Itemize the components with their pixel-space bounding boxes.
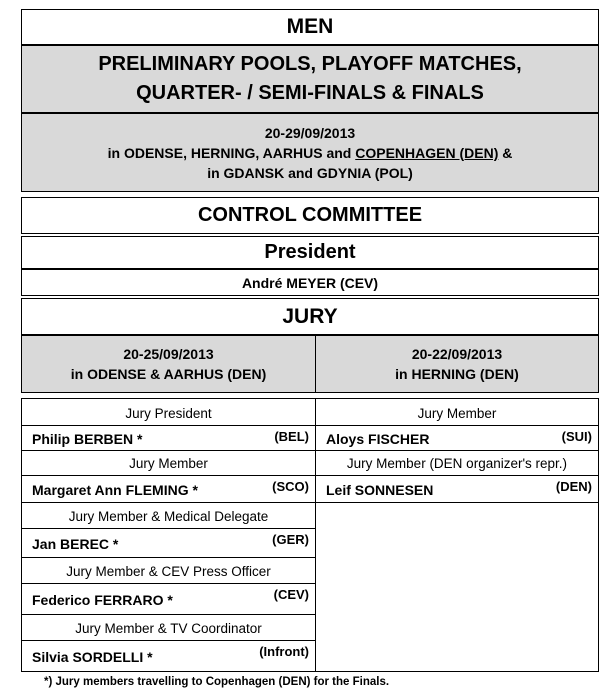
member-name: Silvia SORDELLI * bbox=[32, 648, 153, 665]
jury-role: Jury President bbox=[22, 402, 315, 426]
member-country: (BEL) bbox=[274, 429, 309, 444]
dates-venues-block bbox=[21, 113, 599, 192]
jury-role: Jury Member bbox=[22, 452, 315, 476]
jury-member-row bbox=[22, 477, 315, 503]
men-title: MEN bbox=[286, 15, 334, 38]
jury-right-empty-area bbox=[315, 502, 599, 672]
jury-left-place: in ODENSE & AARHUS (DEN) bbox=[70, 366, 267, 382]
jury-member-row bbox=[316, 477, 598, 502]
member-country: (SUI) bbox=[561, 429, 592, 444]
member-country: (GER) bbox=[272, 532, 309, 547]
member-name: Federico FERRARO * bbox=[32, 591, 173, 608]
president-label: President bbox=[264, 241, 356, 263]
jury-role: Jury Member bbox=[316, 402, 598, 426]
jury-left-column bbox=[21, 398, 316, 672]
member-country: (SCO) bbox=[272, 479, 309, 494]
jury-member-row bbox=[22, 530, 315, 558]
event-dates: 20-29/09/2013 bbox=[264, 124, 356, 141]
president-name: André MEYER (CEV) bbox=[241, 274, 379, 291]
footnote-text: *) Jury members travelling to Copenhagen (DEN) for the Finals. bbox=[44, 676, 390, 688]
men-header bbox=[21, 9, 599, 45]
member-name: Philip BERBEN * bbox=[32, 430, 143, 447]
member-country: (CEV) bbox=[273, 587, 309, 602]
president-name-cell bbox=[21, 269, 599, 296]
title-line-1: PRELIMINARY POOLS, PLAYOFF MATCHES, bbox=[98, 53, 522, 75]
control-committee-header bbox=[21, 197, 599, 234]
jury-member-row bbox=[316, 427, 598, 451]
president-label-cell bbox=[21, 236, 599, 269]
jury-left-header bbox=[21, 335, 316, 393]
member-country: (Infront) bbox=[259, 644, 309, 659]
jury-left-dates: 20-25/09/2013 bbox=[123, 346, 214, 362]
venues-suffix: & bbox=[498, 144, 513, 161]
venues-prefix: in ODENSE, HERNING, AARHUS and bbox=[107, 144, 356, 161]
jury-role: Jury Member (DEN organizer's repr.) bbox=[316, 452, 598, 476]
jury-role: Jury Member & TV Coordinator bbox=[22, 616, 315, 641]
jury-member-row bbox=[22, 585, 315, 615]
venues-line-2: in GDANSK and GDYNIA (POL) bbox=[207, 164, 413, 181]
member-name: Jan BEREC * bbox=[32, 535, 119, 552]
jury-right-column bbox=[315, 398, 599, 503]
venues-line-1 bbox=[108, 143, 513, 163]
competition-title-block bbox=[21, 45, 599, 113]
jury-member-row bbox=[22, 427, 315, 451]
jury-right-header bbox=[315, 335, 599, 393]
jury-header bbox=[21, 298, 599, 335]
title-line-2: QUARTER- / SEMI-FINALS & FINALS bbox=[136, 82, 484, 104]
jury-right-dates: 20-22/09/2013 bbox=[411, 346, 503, 362]
jury-title: JURY bbox=[282, 304, 338, 328]
member-country: (DEN) bbox=[555, 479, 592, 494]
control-committee-title: CONTROL COMMITTEE bbox=[197, 204, 423, 226]
jury-role: Jury Member & Medical Delegate bbox=[22, 504, 315, 529]
member-name: Aloys FISCHER bbox=[326, 430, 430, 447]
venues-underlined: COPENHAGEN (DEN) bbox=[355, 144, 499, 161]
jury-role: Jury Member & CEV Press Officer bbox=[22, 559, 315, 584]
jury-member-row bbox=[22, 642, 315, 671]
jury-right-place: in HERNING (DEN) bbox=[395, 366, 519, 382]
member-name: Margaret Ann FLEMING * bbox=[32, 481, 198, 498]
footnote bbox=[44, 676, 594, 694]
member-name: Leif SONNESEN bbox=[326, 481, 434, 498]
